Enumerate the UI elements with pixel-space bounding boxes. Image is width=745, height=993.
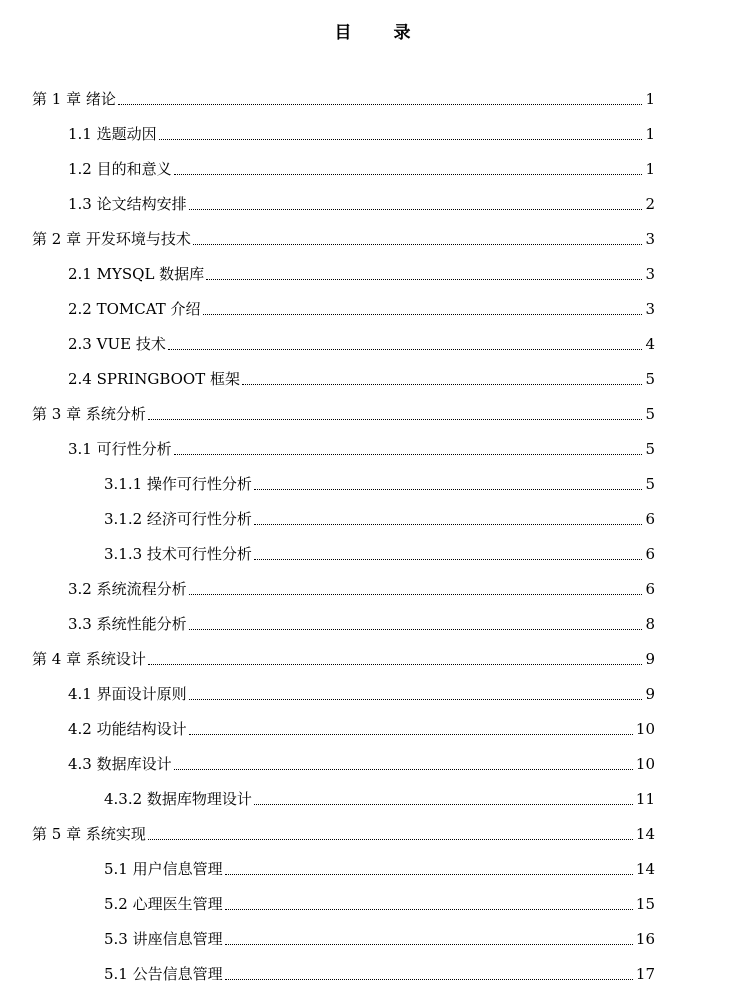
toc-entry[interactable] [104,469,655,493]
toc-entry-label: 1.2 目的和意义 [68,160,172,178]
toc-entry[interactable] [32,644,655,668]
toc-entry-label: 3.1 可行性分析 [68,440,172,458]
toc-entry[interactable] [68,259,655,283]
toc-entry-label: 3.1.3 技术可行性分析 [104,545,252,563]
toc-leader-dots [168,348,642,350]
toc-entry-page-number: 1 [645,90,655,108]
toc-entry[interactable] [68,714,655,738]
toc-entry[interactable] [68,574,655,598]
toc-entry[interactable] [104,889,655,913]
toc-entry[interactable] [68,329,655,353]
toc-leader-dots [189,593,642,595]
toc-entry-page-number: 14 [635,860,655,878]
toc-entry-label: 第 5 章 系统实现 [32,825,146,843]
toc-entry-label: 5.1 公告信息管理 [104,965,223,983]
toc-leader-dots [203,313,642,315]
toc-entry-page-number: 6 [645,580,655,598]
toc-entry-label: 4.2 功能结构设计 [68,720,187,738]
toc-leader-dots [189,698,642,700]
toc-entry-label: 5.2 心理医生管理 [104,895,223,913]
toc-leader-dots [254,558,642,560]
toc-entry-label: 4.1 界面设计原则 [68,685,187,703]
toc-entry-label: 3.1.2 经济可行性分析 [104,510,252,528]
toc-entry-label: 2.1 MYSQL 数据库 [68,265,205,283]
toc-entry-page-number: 5 [645,370,655,388]
toc-entry-label: 1.1 选题动因 [68,125,157,143]
toc-leader-dots [242,383,642,385]
toc-entry[interactable] [104,784,655,808]
toc-entry-label: 第 1 章 绪论 [32,90,116,108]
toc-entry[interactable] [68,189,655,213]
toc-entry-page-number: 10 [635,755,655,773]
toc-entry-label: 第 3 章 系统分析 [32,405,146,423]
toc-entry-label: 4.3 数据库设计 [68,755,172,773]
toc-leader-dots [225,908,633,910]
toc-entry-page-number: 9 [645,685,655,703]
toc-entry[interactable] [68,434,655,458]
toc-leader-dots [174,173,642,175]
toc-leader-dots [189,208,642,210]
toc-entry-page-number: 6 [645,545,655,563]
toc-entry-page-number: 9 [645,650,655,668]
toc-leader-dots [254,523,642,525]
toc-entry-label: 3.3 系统性能分析 [68,615,187,633]
toc-entry-page-number: 11 [635,790,655,808]
toc-entry[interactable] [68,294,655,318]
toc-entry-label: 1.3 论文结构安排 [68,195,187,213]
toc-entry-page-number: 17 [635,965,655,983]
toc-leader-dots [225,943,633,945]
toc-entry[interactable] [68,609,655,633]
toc-leader-dots [159,138,642,140]
toc-entry[interactable] [104,854,655,878]
toc-entry[interactable] [104,504,655,528]
toc-entry-label: 5.3 讲座信息管理 [104,930,223,948]
toc-entry-page-number: 2 [645,195,655,213]
toc-entry-label: 2.4 SPRINGBOOT 框架 [68,370,240,388]
toc-entry-label: 第 4 章 系统设计 [32,650,146,668]
toc-entry-page-number: 3 [645,265,655,283]
toc-leader-dots [189,733,633,735]
toc-entry-label: 第 2 章 开发环境与技术 [32,230,191,248]
toc-entry-label: 2.3 VUE 技术 [68,335,166,353]
toc-entry-label: 4.3.2 数据库物理设计 [104,790,252,808]
toc-leader-dots [118,103,642,105]
toc-leader-dots [193,243,642,245]
toc-entry-page-number: 10 [635,720,655,738]
toc-entry[interactable] [68,154,655,178]
toc-entry[interactable] [68,749,655,773]
toc-entry[interactable] [32,84,655,108]
toc-entry-label: 3.1.1 操作可行性分析 [104,475,252,493]
toc-entry-page-number: 14 [635,825,655,843]
toc-leader-dots [254,803,633,805]
toc-entry[interactable] [32,819,655,843]
toc-entry-page-number: 5 [645,440,655,458]
toc-entry-page-number: 5 [645,405,655,423]
toc-entry-page-number: 1 [645,160,655,178]
toc-entry-page-number: 15 [635,895,655,913]
toc-leader-dots [174,768,633,770]
toc-entry-page-number: 16 [635,930,655,948]
toc-entry[interactable] [68,679,655,703]
toc-entry[interactable] [32,399,655,423]
toc-entry-page-number: 3 [645,230,655,248]
toc-entry[interactable] [68,364,655,388]
toc-leader-dots [174,453,642,455]
toc-entry[interactable] [68,119,655,143]
toc-entry[interactable] [104,924,655,948]
toc-leader-dots [148,663,642,665]
toc-leader-dots [189,628,642,630]
toc-entry-label: 3.2 系统流程分析 [68,580,187,598]
toc-entry[interactable] [104,539,655,563]
toc-leader-dots [254,488,642,490]
toc-entry-label: 5.1 用户信息管理 [104,860,223,878]
toc-leader-dots [225,978,633,980]
page-title: 目 录 [334,23,429,43]
toc-leader-dots [148,418,642,420]
toc-leader-dots [225,873,633,875]
toc-entry-page-number: 3 [645,300,655,318]
toc-entry-page-number: 5 [645,475,655,493]
toc-entry-page-number: 1 [645,125,655,143]
toc-entry[interactable] [32,224,655,248]
toc-entry-page-number: 6 [645,510,655,528]
toc-entry[interactable] [104,959,655,983]
toc-leader-dots [206,278,642,280]
toc-leader-dots [148,838,633,840]
toc-entry-page-number: 4 [645,335,655,353]
toc-entry-page-number: 8 [645,615,655,633]
toc-entry-label: 2.2 TOMCAT 介绍 [68,300,201,318]
